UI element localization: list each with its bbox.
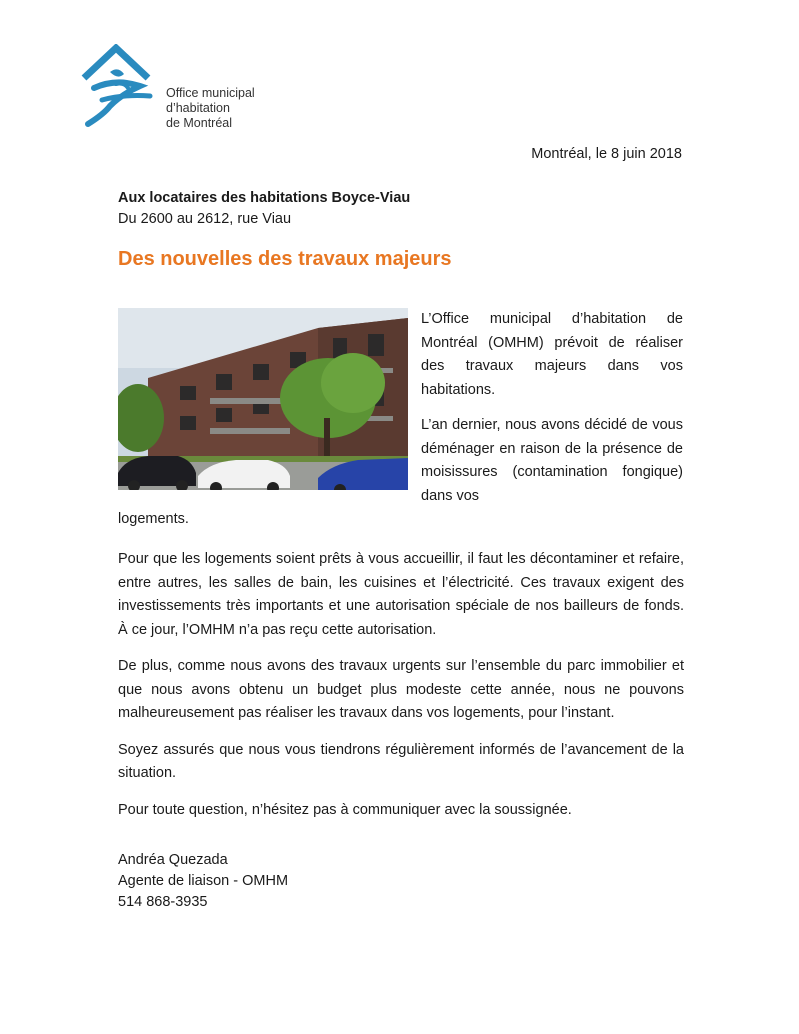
intro-paragraph-2-end: logements. (118, 511, 189, 527)
addressee-line-2: Du 2600 au 2612, rue Viau (118, 211, 292, 227)
letter-heading: Des nouvelles des travaux majeurs (118, 248, 452, 270)
logo-line-2: d’habitation (166, 101, 230, 115)
omhm-logo (80, 44, 270, 130)
building-photo (118, 308, 408, 490)
body-paragraph-5: Soyez assurés que nous vous tiendrons régulièrement informés de l’avancement de la situation. (118, 741, 684, 781)
addressee-line-1: Aux locataires des habitations Boyce-Viau (118, 190, 411, 206)
body-paragraph-6: Pour toute question, n’hésitez pas à communiquer avec la soussignée. (118, 801, 572, 818)
addressee-block (118, 188, 410, 230)
logo-line-1: Office municipal (166, 86, 255, 100)
letter-body (118, 548, 684, 835)
logo-text (166, 86, 255, 131)
body-paragraph-4: De plus, comme nous avons des travaux urgents sur l’ensemble du parc immobilier et que nous avons obtenu un budget plus modeste cette année, nous ne pouvons malheureusement pas réaliser les travaux dans vos logements, pour l’instant. (118, 658, 684, 721)
signature-title: Agente de liaison - OMHM (118, 873, 289, 889)
body-paragraph-3: Pour que les logements soient prêts à vous accueillir, il faut les décontaminer et refaire, entre autres, les salles de bain, les cuisines et l’électricité. Ces travaux exigent des investissements très importants et une autorisation spéciale de nos bailleurs de fonds. À ce jour, l’OMHM n’a pas reçu cette autorisation. (118, 551, 684, 638)
signature-block (118, 850, 288, 913)
intro-paragraph-2: L’an dernier, nous avons décidé de vous déménager en raison de la présence de moisissures (contamination fongique) dans vos (421, 417, 683, 504)
omhm-logo-icon (80, 44, 160, 130)
intro-paragraph-1: L’Office municipal d’habitation de Montréal (OMHM) prévoit de réaliser des travaux majeurs dans vos habitations. (421, 311, 683, 398)
intro-text (421, 308, 683, 520)
logo-line-3: de Montréal (166, 116, 233, 130)
letter-date: Montréal, le 8 juin 2018 (531, 146, 682, 162)
signature-name: Andréa Quezada (118, 852, 228, 868)
signature-phone: 514 868-3935 (118, 894, 208, 910)
